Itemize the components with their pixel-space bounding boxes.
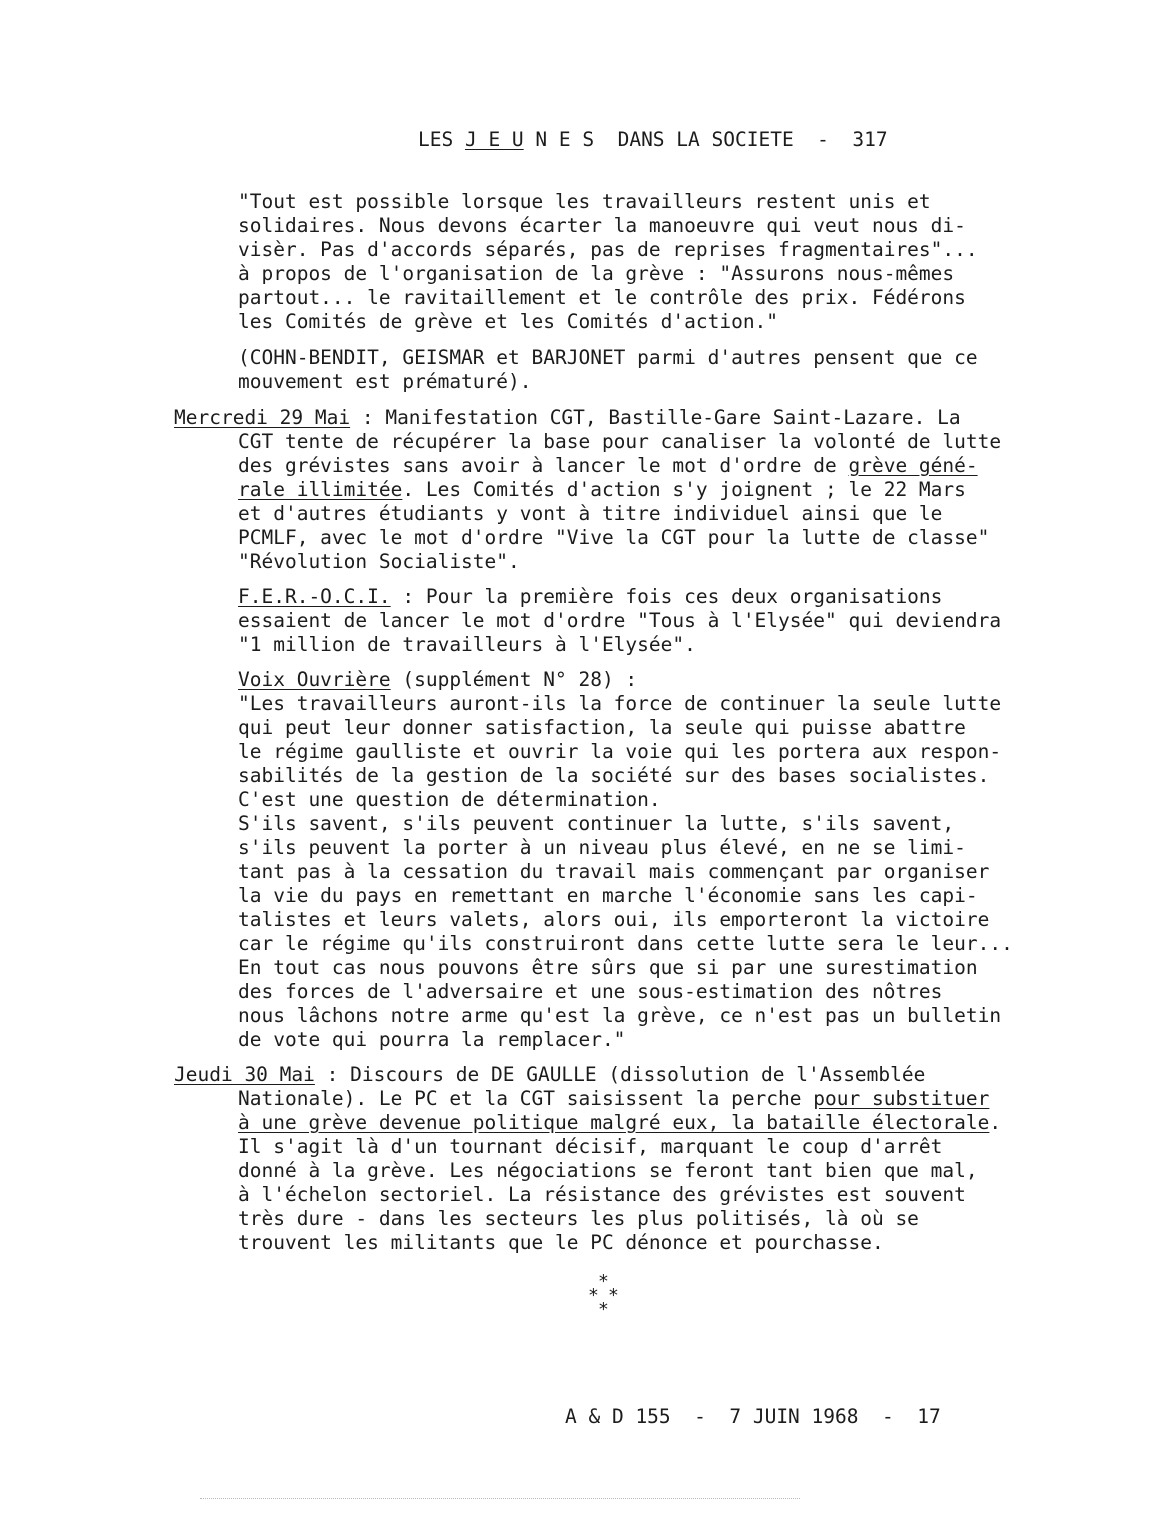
text-line: PCMLF, avec le mot d'ordre "Vive la CGT pour la lutte de classe" (238, 526, 990, 549)
text-span: . Les Comités d'action s'y joignent ; le 22 Mars (402, 478, 966, 501)
text-line: "Tout est possible lorsque les travailleurs restent unis et (238, 190, 931, 213)
header-prefix: LES (418, 128, 465, 151)
text-line: donné à la grève. Les négociations se feront tant bien que mal, (238, 1159, 978, 1182)
text-line: partout... le ravitaillement et le contrôle des prix. Fédérons (238, 286, 966, 309)
text-line: s'ils peuvent la porter à un niveau plus élevé, en ne se limi- (238, 836, 966, 859)
text-line: C'est une question de détermination. (238, 788, 661, 811)
text-span: Nationale). Le PC et la CGT saisissent la perche (238, 1087, 814, 1110)
star: * (588, 1285, 599, 1306)
text-line: la vie du pays en remettant en marche l'économie sans les capi- (238, 884, 978, 907)
page-footer: A & D 155 - 7 JUIN 1968 - 17 (565, 1405, 941, 1428)
underlined-text: rale illimitée (238, 478, 403, 501)
text-line: "Les travailleurs auront-ils la force de continuer la seule lutte (238, 692, 1002, 715)
text-line: (COHN-BENDIT, GEISMAR et BARJONET parmi d'autres pensent que ce (238, 346, 978, 369)
text-line (174, 406, 961, 430)
text-line: essaient de lancer le mot d'ordre "Tous à l'Elysée" qui deviendra (238, 609, 1002, 632)
text-span: . (989, 1111, 1002, 1134)
text-line: car le régime qu'ils construiront dans cette lutte sera le leur... (238, 932, 1013, 955)
text-line: très dure - dans les secteurs les plus politisés, là où se (238, 1207, 919, 1230)
entry-date: Mercredi 29 Mai (174, 406, 351, 429)
text-line (238, 454, 978, 478)
text-span: (supplément N° 28) : (390, 668, 638, 691)
text-line: solidaires. Nous devons écarter la manoeuvre qui veut nous di- (238, 214, 966, 237)
underlined-text: à une grève devenue politique malgré eux, la bataille électorale (238, 1111, 990, 1134)
text-line: nous lâchons notre arme qu'est la grève, ce n'est pas un bulletin (238, 1004, 1002, 1027)
text-line (238, 478, 966, 502)
text-line (238, 585, 942, 609)
text-line: de vote qui pourra la remplacer." (238, 1028, 626, 1051)
text-line: trouvent les militants que le PC dénonce et pourchasse. (238, 1231, 884, 1254)
text-line: S'ils savent, s'ils peuvent continuer la lutte, s'ils savent, (238, 812, 955, 835)
text-line: talistes et leurs valets, alors oui, ils emporteront la victoire (238, 908, 990, 931)
header-underlined: J E U (464, 128, 524, 151)
text-line (174, 1063, 925, 1087)
asterism-separator (586, 1271, 626, 1325)
text-line: et d'autres étudiants y vont à titre individuel ainsi que le (238, 502, 943, 525)
text-line: En tout cas nous pouvons être sûrs que si par une surestimation (238, 956, 978, 979)
text-span: : Pour la première fois ces deux organisations (390, 585, 943, 608)
text-line: des forces de l'adversaire et une sous-estimation des nôtres (238, 980, 943, 1003)
organisation-name: F.E.R.-O.C.I. (238, 585, 391, 608)
text-line: le régime gaulliste et ouvrir la voie qui les portera aux respon- (238, 740, 1002, 763)
text-line (238, 1111, 1001, 1135)
star: * (598, 1299, 609, 1320)
text-line: à propos de l'organisation de la grève : "Assurons nous-mêmes (238, 262, 955, 285)
text-line: à l'échelon sectoriel. La résistance des grévistes est souvent (238, 1183, 966, 1206)
text-span: : Manifestation CGT, Bastille-Gare Saint-Lazare. La (350, 406, 961, 429)
star: * (608, 1285, 619, 1306)
header-rest: N E S DANS LA SOCIETE - 317 (523, 128, 888, 151)
text-line: CGT tente de récupérer la base pour canaliser la volonté de lutte (238, 430, 1002, 453)
text-line: Il s'agit là d'un tournant décisif, marquant le coup d'arrêt (238, 1135, 943, 1158)
text-line (238, 1087, 989, 1111)
text-line: sabilités de la gestion de la société sur des bases socialistes. (238, 764, 990, 787)
text-span: : Discours de DE GAULLE (dissolution de l'Assemblée (314, 1063, 926, 1086)
underlined-text: pour substituer (813, 1087, 990, 1110)
scan-artifact-divider (200, 1498, 800, 1499)
publication-title: Voix Ouvrière (238, 668, 391, 691)
text-span: des grévistes sans avoir à lancer le mot d'ordre de (238, 454, 849, 477)
page-header (418, 128, 888, 152)
text-line: visèr. Pas d'accords séparés, pas de reprises fragmentaires"... (238, 238, 978, 261)
text-line: "1 million de travailleurs à l'Elysée". (238, 633, 696, 656)
text-line (238, 668, 637, 692)
text-line: mouvement est prématuré). (238, 370, 532, 393)
underlined-text: grève géné- (848, 454, 978, 477)
text-line: les Comités de grève et les Comités d'action." (238, 310, 779, 333)
text-line: tant pas à la cessation du travail mais commençant par organiser (238, 860, 990, 883)
star: * (598, 1271, 609, 1292)
text-line: "Révolution Socialiste". (238, 550, 520, 573)
entry-date: Jeudi 30 Mai (174, 1063, 315, 1086)
text-line: qui peut leur donner satisfaction, la seule qui puisse abattre (238, 716, 966, 739)
